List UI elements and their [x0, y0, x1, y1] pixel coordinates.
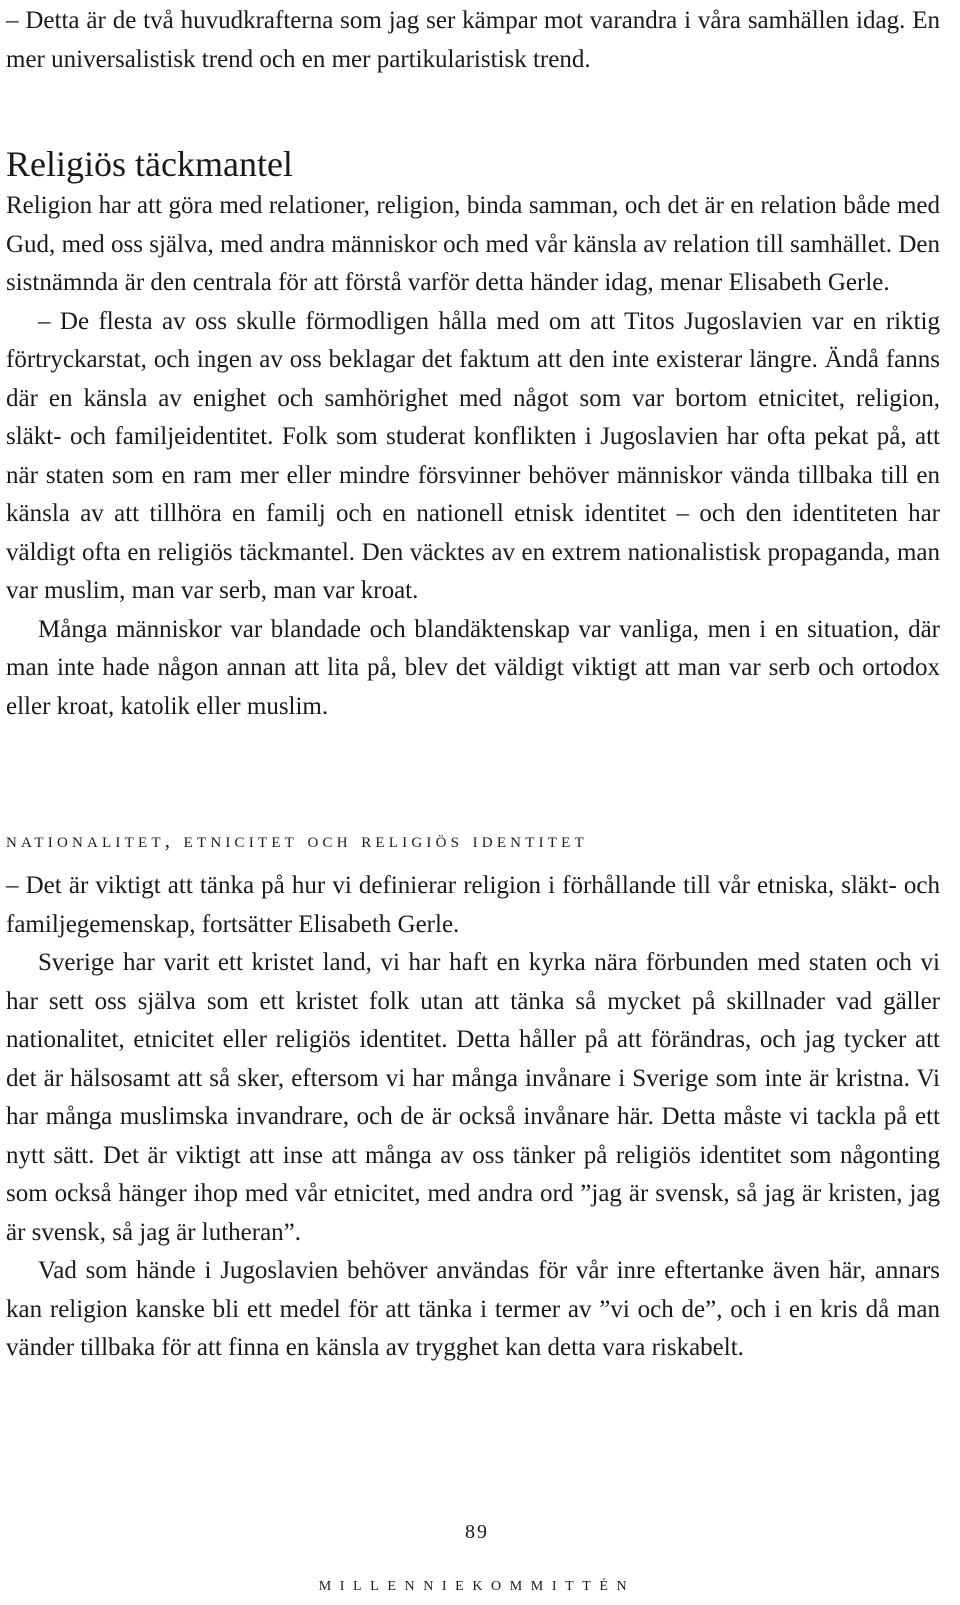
body-paragraph: Många människor var blandade och blandäktenskap var vanliga, men i en situation, där man inte hade någon annan att lita på, blev det väldigt viktigt att man var serb och ortodox eller kroat, katolik eller muslim. [6, 615, 940, 720]
section-national [6, 867, 940, 1368]
running-footer: MILLENNIEKOMMITTÉN [318, 1579, 636, 1594]
body-paragraph: – Det är viktigt att tänka på hur vi definierar religion i förhållande till vår etniska, släkt- och familjegemenskap, fortsätter Elisabeth Gerle. [6, 872, 940, 938]
opening-paragraph: – Detta är de två huvudkrafterna som jag ser kämpar mot varandra i våra samhällen idag. En mer universalistisk trend och en mer partikularistisk trend. [6, 7, 940, 73]
page-number: 89 [465, 1521, 489, 1543]
section-religion [6, 141, 940, 726]
section-heading: nationalitet, etnicitet och religiös identitet [6, 828, 588, 852]
body-paragraph: Religion har att göra med relationer, religion, binda samman, och det är en relation både med Gud, med oss själva, med andra människor och med vår känsla av relation till samhället. Den sistnämnda är den centrala för att förstå varför detta händer idag, menar Elisabeth Gerle. [6, 192, 940, 296]
body-paragraph: – De flesta av oss skulle förmodligen hålla med om att Titos Jugoslavien var en riktig förtryckarstat, och ingen av oss beklagar det faktum att den inte existerar längre. Ändå fanns där en känsla av enighet och samhörighet med något som var bortom etnicitet, religion, släkt- och familjeidentitet. Folk som studerat konflikten i Jugoslavien har ofta pekat på, att när staten som en ram mer eller mindre försvinner behöver människor vända tillbaka till en känsla av att tillhöra en familj och en nationell etnisk identitet – och den identiteten har väldigt ofta en religiös täckmantel. Den väcktes av en extrem nationalistisk propaganda, man var muslim, man var serb, man var kroat. [6, 307, 940, 604]
body-paragraph: Sverige har varit ett kristet land, vi har haft en kyrka nära förbunden med staten och vi har sett oss själva som ett kristet folk utan att tänka så mycket på skillnader vad gäller nationalitet, etnicitet eller religiös identitet. Detta håller på att förändras, och jag tycker att det är hälsosamt att så sker, eftersom vi har många invånare i Sverige som inte är kristna. Vi har många muslimska invandrare, och de är också invånare här. Detta måste vi tackla på ett nytt sätt. Det är viktigt att inse att många av oss tänker på religiös identitet som någonting som också hänger ihop med vår etnicitet, med andra ord ”jag är svensk, så jag är kristen, jag är svensk, så jag är lutheran”. [6, 949, 940, 1246]
section-title: Religiös täckmantel [6, 144, 293, 184]
body-paragraph: Vad som hände i Jugoslavien behöver användas för vår inre eftertanke även här, annars kan religion kanske bli ett medel för att tänka i termer av ”vi och de”, och i en kris då man vänder tillbaka för att finna en känsla av trygghet kan detta vara riskabelt. [6, 1257, 940, 1361]
